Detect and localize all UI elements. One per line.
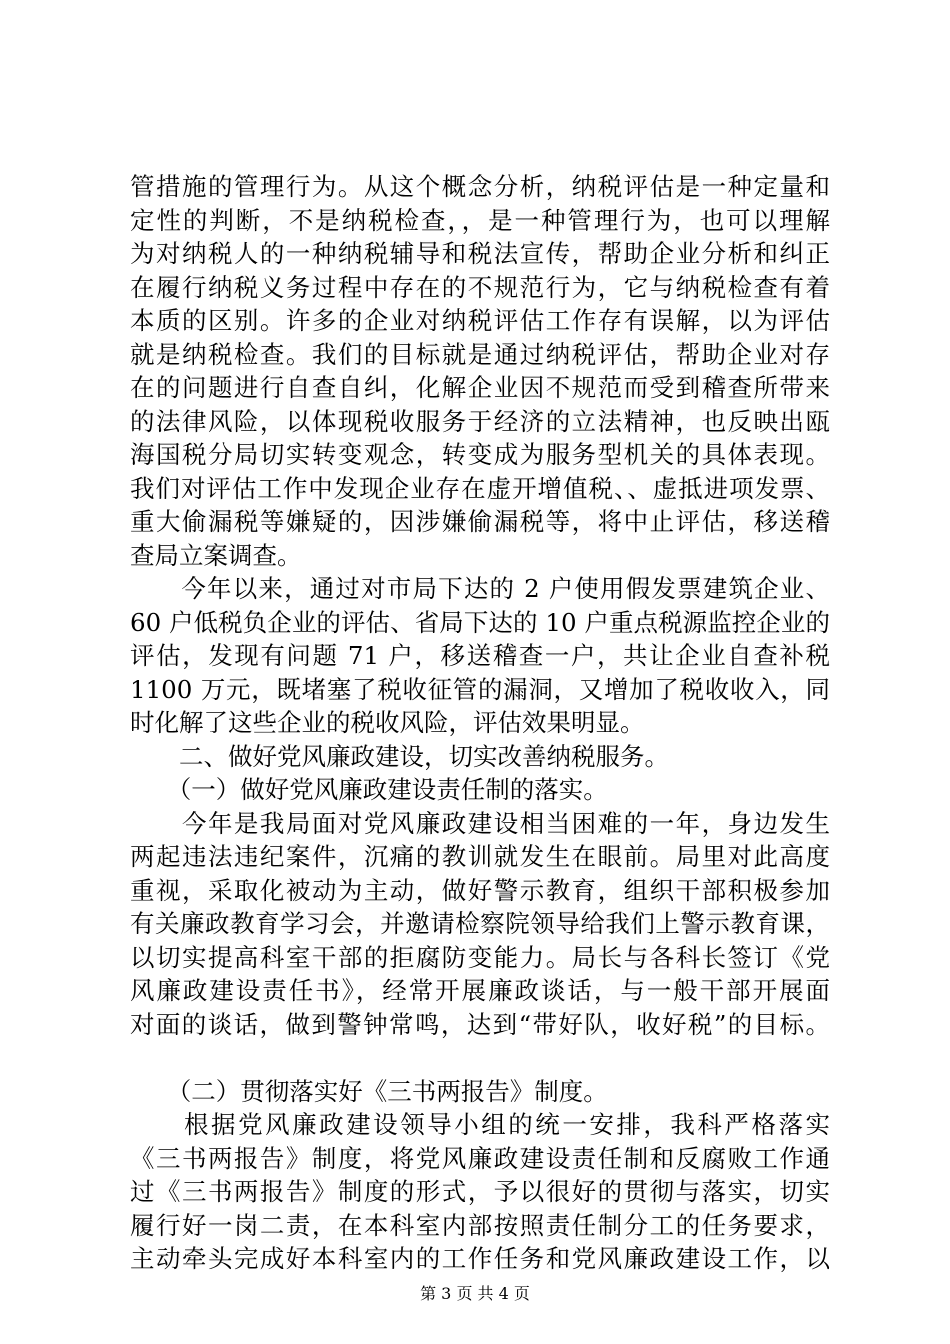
text-line: 根据党风廉政建设领导小组的统一安排，我科严格落实 (130, 1110, 830, 1139)
document-body (130, 170, 830, 1276)
text-line: 重大偷漏税等嫌疑的，因涉嫌偷漏税等，将中止评估，移送稽 (130, 507, 830, 536)
text-line: 海国税分局切实转变观念，转变成为服务型机关的具体表现。 (130, 440, 830, 469)
text-line: 本质的区别。许多的企业对纳税评估工作存有误解，以为评估 (130, 306, 830, 335)
subsection-heading: （一）做好党风廉政建设责任制的落实。 (130, 775, 608, 804)
text-line: 在履行纳税义务过程中存在的不规范行为，它与纳税检查有着 (130, 272, 830, 302)
text-line: 我们对评估工作中发现企业存在虚开增值税、、虚抵进项发票、 (130, 473, 830, 503)
text-line: 管措施的管理行为。从这个概念分析，纳税评估是一种定量和 (130, 172, 830, 201)
text-line: 的法律风险，以体现税收服务于经济的立法精神，也反映出瓯 (130, 406, 830, 436)
text-line: 今年是我局面对党风廉政建设相当困难的一年，身边发生 (130, 808, 830, 838)
section-heading: 二、做好党风廉政建设，切实改善纳税服务。 (130, 741, 669, 771)
text-line: 60 户低税负企业的评估、省局下达的 10 户重点税源监控企业的 (130, 607, 830, 637)
text-line: 查局立案调查。 (130, 540, 302, 570)
text-line: 定性的判断，不是纳税检查，，是一种管理行为，也可以理解 (130, 205, 830, 235)
text-line: 重视，采取化被动为主动，做好警示教育，组织干部积极参加 (130, 875, 830, 905)
text-line: 1100 万元，既堵塞了税收征管的漏洞，又增加了税收收入，同 (130, 674, 830, 704)
text-line: 《三书两报告》制度，将党风廉政建设责任制和反腐败工作通 (130, 1143, 830, 1173)
text-line: 为对纳税人的一种纳税辅导和税法宣传，帮助企业分析和纠正 (130, 239, 830, 268)
text-line: 主动牵头完成好本科室内的工作任务和党风廉政建设工作，以 (130, 1244, 830, 1273)
text-line: 在的问题进行自查自纠，化解企业因不规范而受到稽查所带来 (130, 373, 830, 402)
text-line: 履行好一岗二责，在本科室内部按照责任制分工的任务要求， (130, 1210, 830, 1240)
text-line: 评估，发现有问题 71 户，移送稽查一户，共让企业自查补税 (130, 641, 830, 670)
subsection-heading: （二）贯彻落实好《三书两报告》制度。 (130, 1076, 608, 1106)
text-line: 有关廉政教育学习会，并邀请检察院领导给我们上警示教育课， (130, 909, 830, 938)
blank-line (130, 1041, 830, 1075)
text-line: 对面的谈话，做到警钟常鸣，达到“带好队，收好税”的目标。 (130, 1009, 830, 1039)
text-line: 两起违法违纪案件，沉痛的教训就发生在眼前。局里对此高度 (130, 842, 830, 871)
text-line: 风廉政建设责任书》，经常开展廉政谈话，与一般干部开展面 (130, 976, 830, 1005)
text-line: 过《三书两报告》制度的形式，予以很好的贯彻与落实，切实 (130, 1177, 830, 1206)
page-footer: 第 3 页 共 4 页 (420, 1284, 530, 1303)
text-line: 就是纳税检查。我们的目标就是通过纳税评估，帮助企业对存 (130, 339, 830, 369)
text-line: 今年以来，通过对市局下达的 2 户使用假发票建筑企业、 (130, 574, 830, 603)
text-line: 以切实提高科室干部的拒腐防变能力。局长与各科长签订《党 (130, 942, 830, 972)
text-line: 时化解了这些企业的税收风险，评估效果明显。 (130, 708, 645, 737)
